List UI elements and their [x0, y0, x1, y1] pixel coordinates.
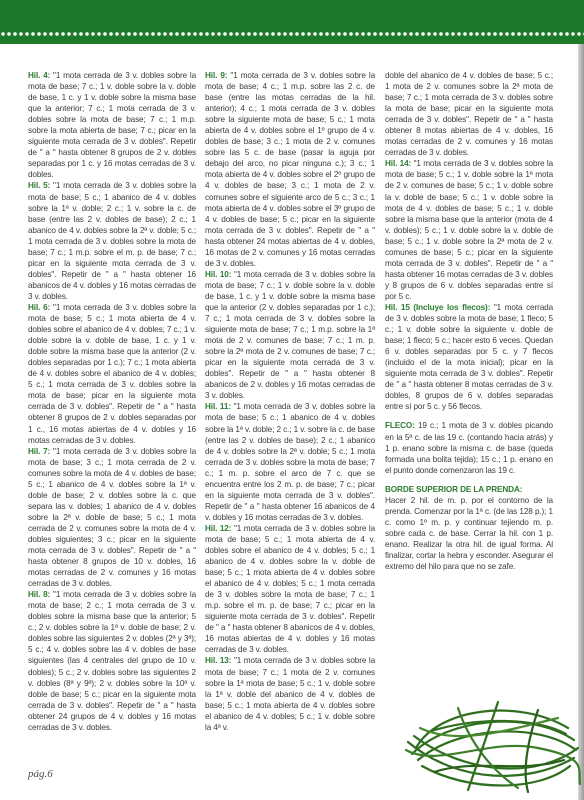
paragraph-hil-5: Hil. 5: "1 mota cerrada de 3 v. dobles sobre la mota de base; 5 c.; 1 abanico de 4 v. dobles sobre la 1ª v. doble; 2 c.; 1 v. sobre la c. de base (entre las 2 v. dobles de base); 2 c.; 1 abanico de 4 v. dobles sobre la 2ª v. doble; 5 c.; 1 mota cerrada de 3 v. dobles sobre la mota de base; 7 c.; 1 m.p. sobre el m. p. de base; 7 c.; picar en la siguiente mota cerrada de 3 v. dobles". Repetir de " a " hasta obtener 16 abanicos de 4 v. dobles y 16 motas cerradas de 3 v. dobles.	[28, 181, 197, 301]
column-2	[205, 70, 375, 733]
paragraph-borde-superior: BORDE SUPERIOR DE LA PRENDA: Hacer 2 hil. de m. p. por el contorno de la prenda. Comenzar por la 1ª c. (de las 128 p.); 1 c. como 1º m. p. y continuar tejiendo m. p. sobre cada c. de base. Cerrar la hil. con 1 p. enano. Realizar la otra hil. de igual forma. Al finalizar, cortar la hebra y esconder. Asegurar el extremo del hilo para que no se zafe.	[385, 484, 553, 572]
page-edge	[578, 44, 584, 800]
paragraph-hil-8: Hil. 8: "1 mota cerrada de 3 v. dobles sobre la mota de base; 2 c.; 1 mota cerrada de 3 v. dobles sobre la misma base que la anterior; 5 c.; 2 v. dobles sobre la 1ª v. doble de base; 2 v. dobles sobre las siguientes 2 v. dobles (2ª y 3ª); 5 c.; 4 v. dobles sobre las 4 v. dobles de base siguientes (las 4 centrales del grupo de 10 v. dobles); 5 c.; 2 v. dobles sobre las siguientes 2 v. dobles (8ª y 9ª); 2 v. dobles sobre la 10ª v. doble de base; 5 c.; picar en la siguiente mota cerrada de 3 v. dobles". Repetir de " a " hasta obtener 24 grupos de 4 v. dobles y 16 motas cerradas de 3 v. dobles.	[28, 590, 197, 732]
paragraph-hil-11: Hil. 11: "1 mota cerrada de 3 v. dobles sobre la mota de base; 5 c.; 1 abanico de 4 v. dobles sobre la 1ª v. doble; 2 c.; 1 v. sobre la c. de base (entre las 2 v. dobles de base); 2 c.; 1 abanico de 4 v. dobles sobre la 2ª v. doble; 5 c.; 1 mota cerrada de 3 v. dobles sobre la mota de base; 7 c.; 1 m. p. sobre el arco de 7 c. que se encuentra entre los 2 m. p. de base; 7 c.; picar en la siguiente mota cerrada de 3 v. dobles". Repetir de " a " hasta obtener 16 abanicos de 4 v. dobles y 16 motas cerradas de 3 v. dobles.	[205, 402, 376, 522]
column-3	[385, 70, 553, 572]
paragraph-hil-13-cont: doble del abanico de 4 v. dobles de base; 5 c.; 1 mota de 2 v. comunes sobre la 2ª mota de base; 7 c.; 1 mota cerrada de 3 v. dobles sobre la mota de base; picar en la siguiente mota cerrada de 3 v. dobles". Repetir de " a " hasta obtener 8 motas abiertas de 4 v. dobles, 16 motas cerradas de 2 v. comunes y 16 motas cerradas de 3 v. dobles.	[385, 71, 553, 158]
paragraph-hil-14: Hil. 14: "1 mota cerrada de 3 v. dobles sobre la mota de base; 5 c.; 1 v. doble sobre la 1ª mota de 2 v. comunes de base; 5 c.; 1 v. doble sobre la v. doble de base; 5 c.; 1 v. doble sobre la mota de 4 v. dobles de base; 5 c.; 1 v. doble sobre la misma base que la anterior (mota de 4 v. dobles); 5 c.; 1 v. doble sobre la v. doble de base; 5 c.; 1 v. doble sobre la 2ª mota de 2 v. comunes de base; 5 c.; picar en la siguiente mota cerrada de 3 v. dobles". Repetir de " a " hasta obtener 16 motas cerradas de 3 v. dobles y 8 grupos de 6 v. dobles separadas entre sí por 5 c.	[385, 159, 554, 301]
top-green-band	[0, 0, 584, 44]
paragraph-hil-9: Hil. 9: "1 mota cerrada de 3 v. dobles sobre la mota de base; 4 c.; 1 m.p. sobre las 2 c. de base (entre las motas cerradas de la hil. anterior); 4 c.; 1 mota cerrada de 3 v. dobles sobre la siguiente mota de base; 5 c.; 1 mota abierta de 4 v. dobles sobre el 1º grupo de 4 v. dobles de base; 3 c.; 1 mota de 2 v. comunes sobre las 5 c. de base (pasar la aguja por debajo del arco, no picar ninguna c.); 3 c.; 1 mota abierta de 4 v. dobles sobre el 2º grupo de 4 v. dobles de base; 3 c.; 1 mota de 2 v. comunes sobre el siguiente arco de 5 c.; 3 c.; 1 mota abierta de 4 v. dobles sobre el 3º grupo de 4 v. dobles de base; 5 c.; picar en la siguiente mota cerrada de 3 v. dobles". Repetir de " a " hasta obtener 24 motas abiertas de 4 v. dobles, 16 motas de 2 v. comunes y 16 motas cerradas de 3 v. dobles.	[205, 71, 375, 268]
paragraph-hil-4: Hil. 4: "1 mota cerrada de 3 v. dobles sobre la mota de base; 7 c.; 1 v. doble sobre la v. doble de base, 1 c. y 1 v. doble sobre la misma base que la anterior; 7 c.; 1 mota cerrada de 3 v. dobles sobre la mota de base; 7 c.; 1 m.p. sobre la mota abierta de base; 7 c.; picar en la siguiente mota cerrada de 3 v. dobles". Repetir de " a " hasta obtener 8 grupos de 2 v. dobles separadas por 1 c. y 16 motas cerradas de 3 v. dobles.	[28, 71, 197, 180]
paragraph-hil-7: Hil. 7: "1 mota cerrada de 3 v. dobles sobre la mota de base; 3 c.; 1 mota cerrada de 2 v. comunes sobre la mota de 4 v. dobles de base; 5 c.; 1 abanico de 4 v. dobles sobre la 1ª v. doble de base; 2 v. dobles sobre la c. que separa las v. dobles; 1 abanico de 4 v. dobles sobre la 2ª v. doble de base; 5 c.; 1 mota cerrada de 2 v. comunes sobre la mota de 4 v. dobles siguientes; 3 c.; picar en la siguiente mota cerrada de 3 v. dobles". Repetir de " a " hasta obtener 8 grupos de 10 v. dobles, 16 motas cerradas de 2 v. comunes y 16 motas cerradas de 3 v. dobles.	[28, 446, 197, 589]
paragraph-hil-12: Hil. 12: "1 mota cerrada de 3 v. dobles sobre la mota de base; 5 c.; 1 mota abierta de 4 v. dobles sobre el abanico de 4 v. dobles; 5 c.; 1 abanico de 4 v. dobles sobre la v. doble de base; 5 c.; 1 mota abierta de 4 v. dobles sobre el abanico de 4 v. dobles; 5 c.; 1 mota cerrada de 3 v. dobles sobre la mota de base; 7 c.; 1 m.p. sobre el m. p. de base; 7 c.; picar en la siguiente mota cerrada de 3 v. dobles". Repetir de " a " hasta obtener 8 abanicos de 4 v. dobles, 16 motas abiertas de 4 v. dobles y 16 motas cerradas de 3 v. dobles.	[205, 523, 376, 655]
paragraph-hil-6: Hil. 6: "1 mota cerrada de 3 v. dobles sobre la mota de base; 5 c.; 1 mota abierta de 4 v. dobles sobre el abanico de 4 v. dobles; 7 c.; 1 v. doble sobre la v. doble de base, 1 c. y 1 v. doble sobre la misma base que la anterior (2 v. dobles separadas por 1 c.); 7 c.; 1 mota abierta de 4 v. dobles sobre el abanico de 4 v. dobles; 5 c.; 1 mota cerrada de 3 v. dobles sobre la mota de base; picar en la siguiente mota cerrada de 3 v. dobles". Repetir de " a " hasta obtener 8 grupos de 2 v. dobles separadas por 1 c., 16 motas abiertas de 4 v. dobles y 16 motas cerradas de 3 v. dobles.	[28, 302, 197, 445]
paragraph-fleco: FLECO: 19 c.; 1 mota de 3 v. dobles picando en la 5ª c. de las 19 c. (contando hacia atrás) y 1 p. enano sobre la misma c. de base (queda formada una bolita tejida); 15 c.; 1 p. enano en el punto donde comenzaron las 19 c.	[385, 421, 553, 475]
page-number: pág.6	[28, 768, 53, 780]
paragraph-hil-15: Hil. 15 (Incluye los flecos): "1 mota cerrada de 3 v. dobles sobre la mota de base; 1 fleco; 5 c.; 1 v. doble sobre la siguiente v. doble de base; 1 fleco; 5 c.; hacer esto 6 veces. Quedan 6 v. dobles separadas por 5 c. y 7 flecos (incluido el de la mota inicial); picar en la siguiente mota cerrada de 3 v. dobles". Repetir de " a " hasta obtener 8 motas cerradas de 3 v. dobles, 8 grupos de 6 v. dobles separadas entre sí por 5 c. y 56 flecos.	[385, 302, 553, 412]
paragraph-hil-13: Hil. 13: "1 mota cerrada de 3 v. dobles sobre la mota de base; 7 c.; 1 mota de 2 v. comunes sobre la 1ª mota de base; 5 c.; 1 v. doble sobre la 1ª v. doble del abanico de 4 v. dobles de base; 5 c.; 1 mota abierta de 4 v. dobles sobre el abanico de 4 v. dobles; 5 c.; 1 v. doble sobre la 4ª v.	[205, 656, 376, 732]
yarn-skein-image	[398, 688, 584, 800]
column-1	[28, 70, 196, 733]
paragraph-hil-10: Hil. 10: "1 mota cerrada de 3 v. dobles sobre la mota de base; 7 c.; 1 v. doble sobre la v. doble de base, 1 c. y 1 v. doble sobre la misma base que la anterior (2 v. dobles separadas por 1 c.); 7 c.; 1 mota cerrada de 3 v. dobles sobre la siguiente mota de base; 7 c.; 1 m.p. sobre la 1ª mota de 2 v. comunes de base; 7 c.; 1 m. p. sobre la 2ª mota de 2 v. comunes de base; 7 c.; picar en la siguiente mota cerrada de 3 v. dobles". Repetir de " a " hasta obtener 8 abanicos de 2 v. dobles y 16 motas cerradas de 3 v. dobles.	[205, 269, 376, 401]
